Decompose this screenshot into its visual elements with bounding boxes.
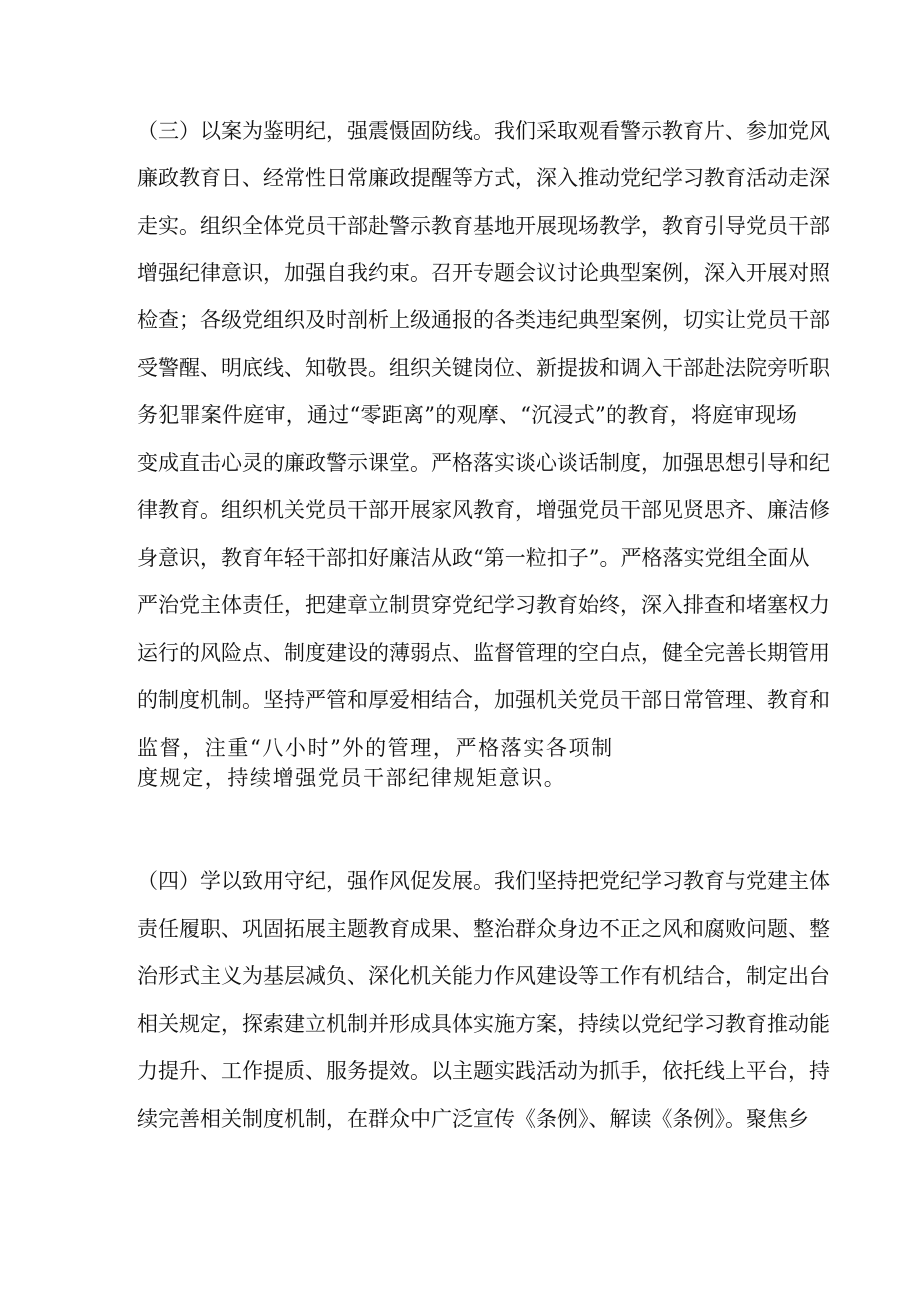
text-line: 的制度机制。坚持严管和厚爱相结合，加强机关党员干部日常管理、教育和 (137, 688, 830, 712)
text-line: 务犯罪案件庭审，通过“零距离”的观摩、“沉浸式”的教育，将庭审现场 (137, 403, 797, 427)
text-line: 续完善相关制度机制，在群众中广泛宣传《条例》、解读《条例》。聚焦乡 (137, 1107, 809, 1131)
text-line: 责任履职、巩固拓展主题教育成果、整治群众身边不正之风和腐败问题、整 (137, 917, 830, 941)
text-line: 变成直击心灵的廉政警示课堂。严格落实谈心谈话制度，加强思想引导和纪 (137, 451, 830, 475)
text-line: 检查；各级党组织及时剖析上级通报的各类违纪典型案例，切实让党员干部 (137, 308, 830, 332)
text-line: （三）以案为鉴明纪，强震慑固防线。我们采取观看警示教育片、参加党风 (137, 119, 830, 143)
text-line: 增强纪律意识，加强自我约束。召开专题会议讨论典型案例，深入开展对照 (137, 261, 830, 285)
text-line: 治形式主义为基层减负、深化机关能力作风建设等工作有机结合，制定出台 (137, 964, 830, 988)
text-line: 受警醒、明底线、知敬畏。组织关键岗位、新提拔和调入干部赴法院旁听职 (137, 356, 830, 380)
text-line: 度规定，持续增强党员干部纪律规矩意识。 (137, 766, 567, 790)
text-line: 严治党主体责任，把建章立制贯穿党纪学习教育始终，深入排查和堵塞权力 (137, 593, 830, 617)
text-line: 律教育。组织机关党员干部开展家风教育，增强党员干部见贤思齐、廉洁修 (137, 498, 830, 522)
text-line: 力提升、工作提质、服务提效。以主题实践活动为抓手，依托线上平台，持 (137, 1059, 830, 1083)
text-line: 运行的风险点、制度建设的薄弱点、监督管理的空白点，健全完善长期管用 (137, 641, 830, 665)
text-line: 身意识，教育年轻干部扣好廉洁从政“第一粒扣子”。严格落实党组全面从 (137, 546, 810, 570)
text-line: 廉政教育日、经常性日常廉政提醒等方式，深入推动党纪学习教育活动走深 (137, 166, 830, 190)
text-line: 相关规定，探索建立机制并形成具体实施方案，持续以党纪学习教育推动能 (137, 1012, 830, 1036)
text-line: 监督，注重“八小时”外的管理，严格落实各项制 (137, 736, 614, 760)
text-line: 走实。组织全体党员干部赴警示教育基地开展现场教学，教育引导党员干部 (137, 214, 830, 238)
text-line: （四）学以致用守纪，强作风促发展。我们坚持把党纪学习教育与党建主体 (137, 869, 830, 893)
